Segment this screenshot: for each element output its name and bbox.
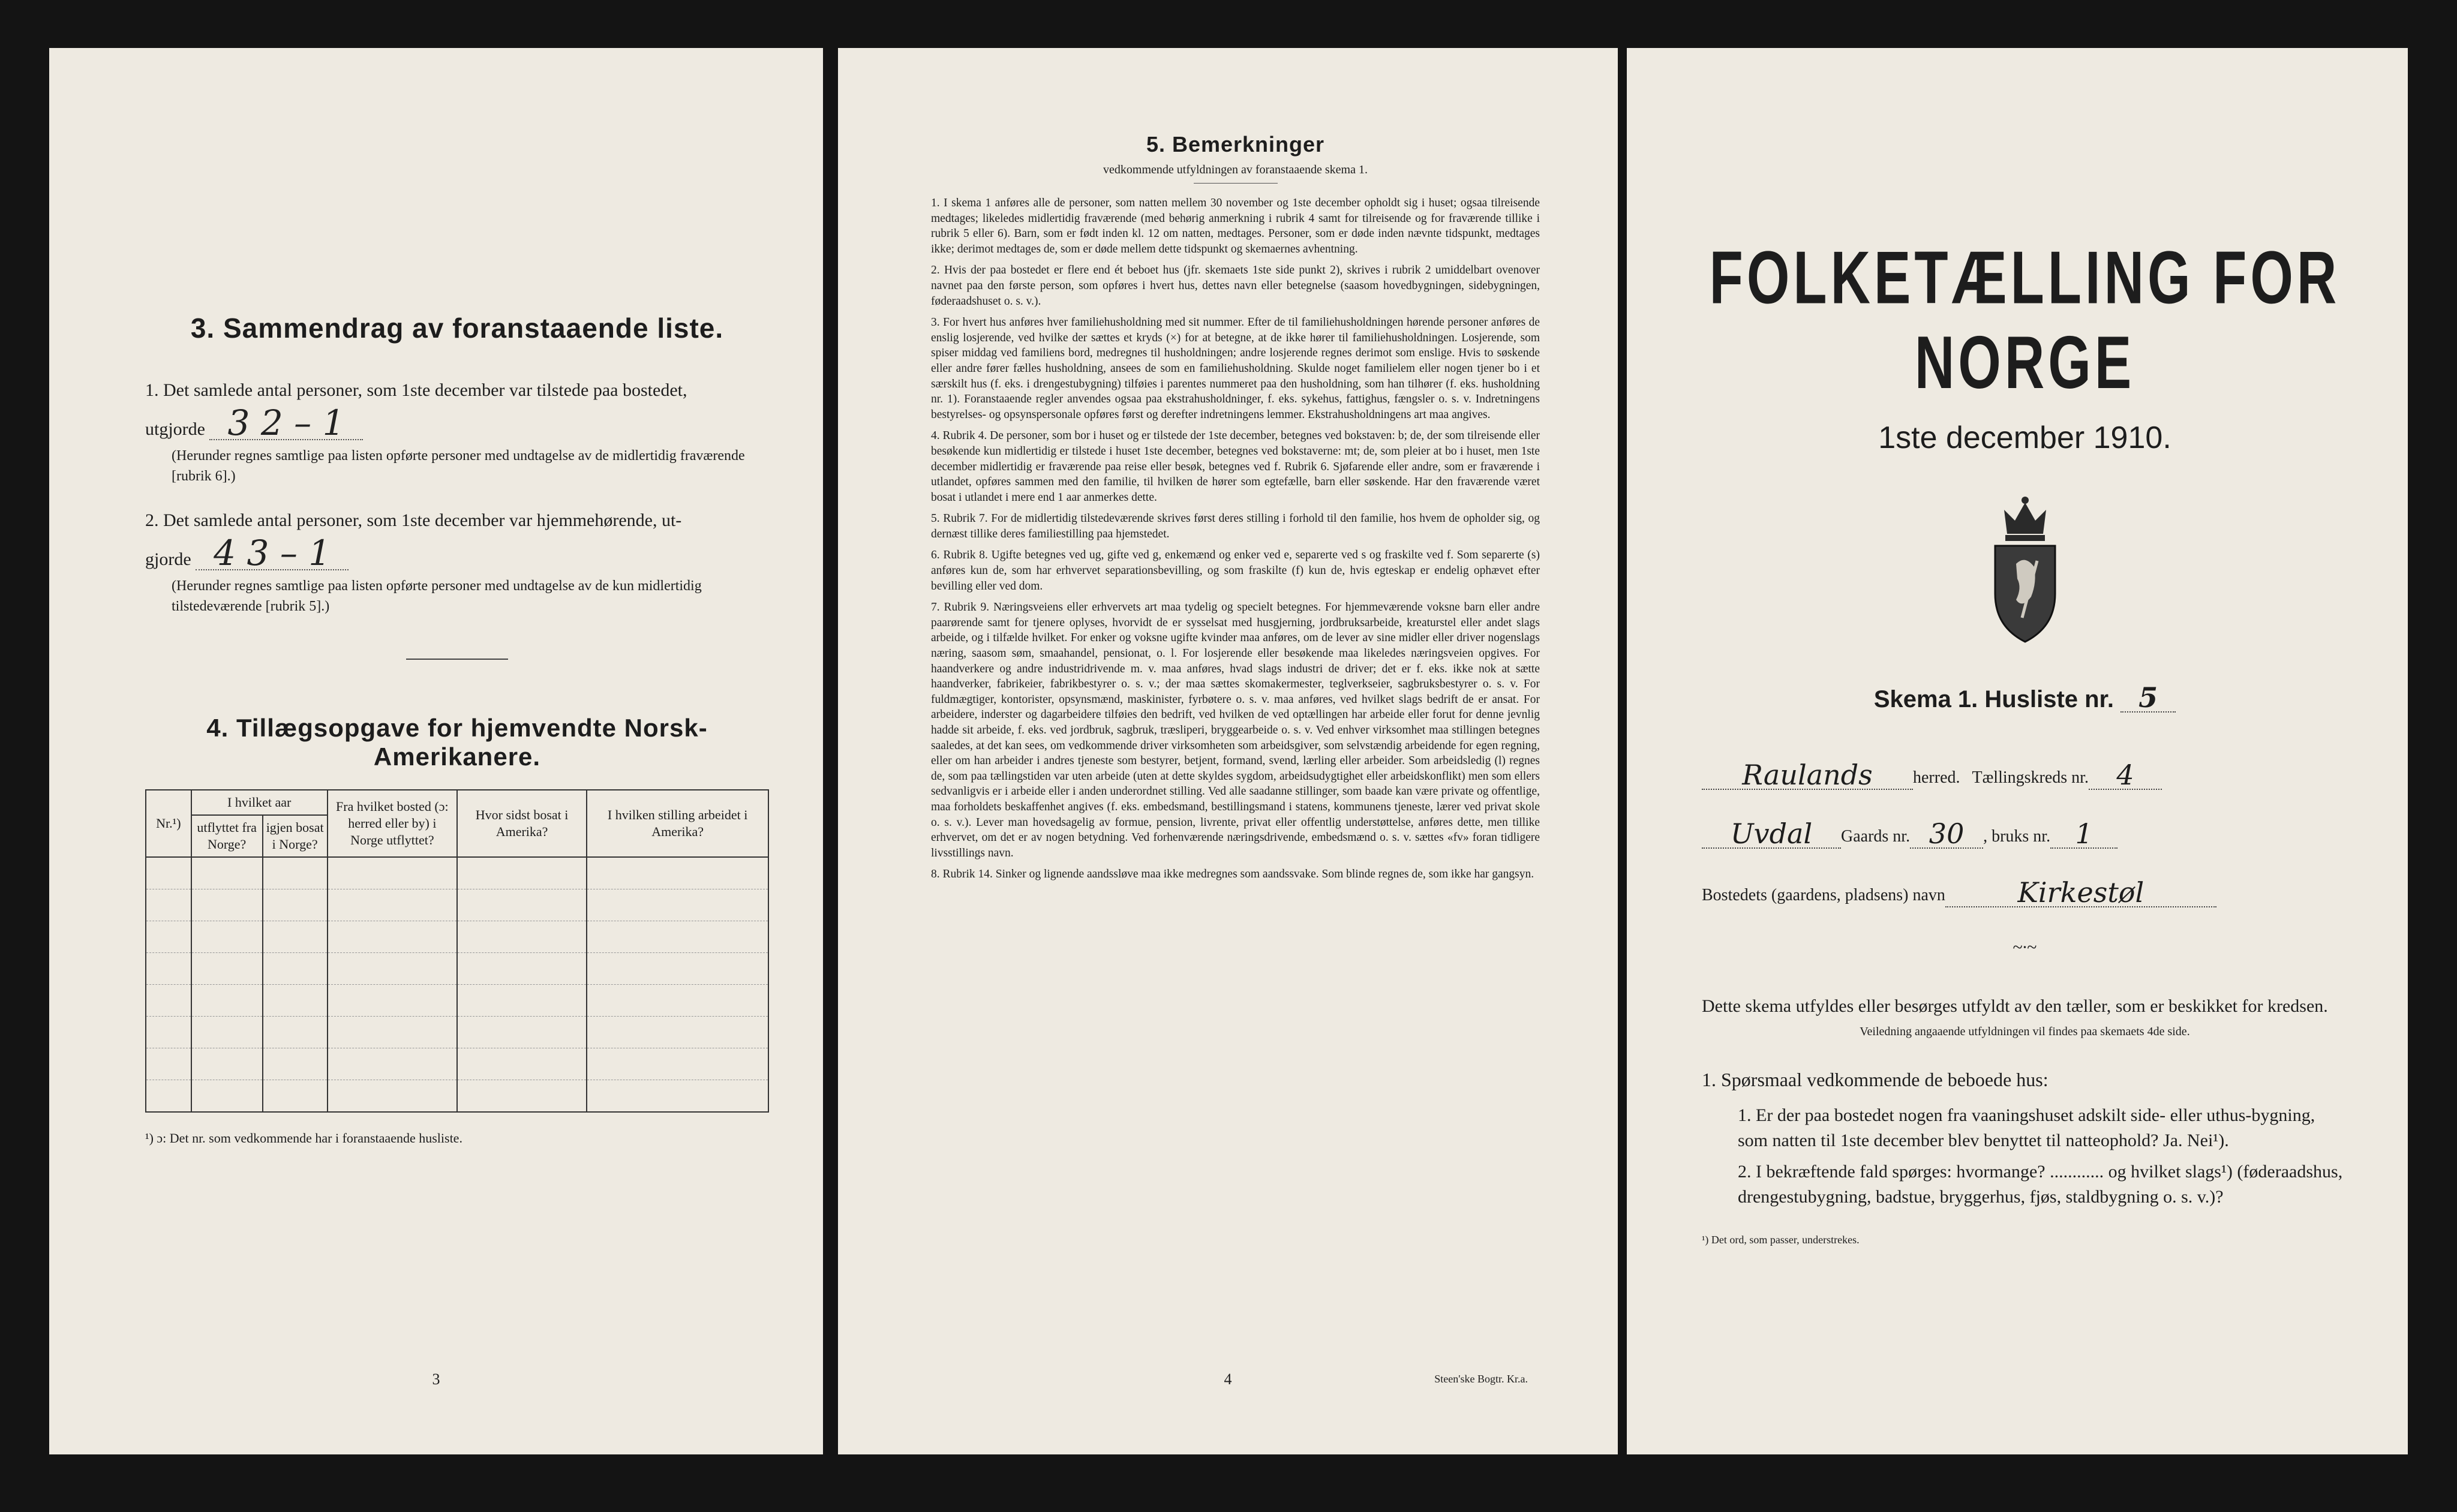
table-row bbox=[146, 985, 768, 1017]
bosted-line bbox=[1702, 876, 2348, 909]
gaard-line bbox=[1702, 817, 2348, 850]
bemerkning-item-4: 4. Rubrik 4. De personer, som bor i huset og er tilstede der 1ste december, betegnes ved bokstaven: b; de, der som tilreisende eller besøkende kun midlertidig er tilstede i huset 1ste december, betegnes ved bokstaverne: mt; de, som pleier at bo i huset, men 1ste december midlertidig er fraværende paa reise eller besøk, betegnes ved f. Rubrik 6. Sjøfarende eller andre, som er fraværende i utlandet, opføres sammen med den familie, til hvilken de hører som egtefælle, barn eller søskende. Har den fraværende været bosat i utlandet i mere end 1 aar anmerkes dette. bbox=[931, 429, 1540, 504]
bemerkning-item-3: 3. For hvert hus anføres hver familiehusholdning med sit nummer. Efter de til familiehusholdningen hørende personer anføres de enslig losjerende, ved hvilke der sættes et kryds (×) for at betegne, at de ikke hører til familiehusholdningen. Losjerende, som spiser middag ved familiens bord, medregnes til husholdningen; andre losjerende regnes derimot som enslige. Hvis to søskende eller andre fører fælles husholdning, ansees de som en familiehusholdning. Skulde noget familielem eller nogen tjener bo i et særskilt hus (f. eks. i drengestubygning) tilføies i parentes nummeret paa den husholdning, som han tilhører (f. eks. husholdning nr. 1). Foranstaaende regler anvendes ogsaa paa ekstrahusholdninger, f. eks. sykehus, fattighus, fængsler o. s. v. Indretningens bestyrelses- og opsynspersonale opføres først og derefter indretningens lemmer. Ekstrahusholdningens art maa angives. bbox=[931, 316, 1540, 421]
page-number-4: 4 bbox=[1224, 1370, 1232, 1388]
col-stilling: I hvilken stilling arbeidet i Amerika? bbox=[587, 790, 768, 857]
sammendrag-item-1-note: (Herunder regnes samtlige paa listen opførte personer med undtagelse av de midlertidig fraværende [rubrik 6].) bbox=[172, 448, 745, 484]
kreds-label: Tællingskreds nr. bbox=[1972, 768, 2089, 787]
table-row bbox=[146, 1048, 768, 1080]
sammendrag-item-2-note: (Herunder regnes samtlige paa listen opførte personer med undtagelse av de kun midlertidig tilstedeværende [rubrik 5].) bbox=[172, 578, 702, 614]
bruks-nr-value: 1 bbox=[2050, 820, 2117, 849]
table-row bbox=[146, 1017, 768, 1048]
item-1-handwritten-value: 3 2 – 1 bbox=[209, 407, 362, 440]
sammendrag-title: 3. Sammendrag av foranstaaende liste. bbox=[190, 312, 724, 344]
col-fra: Fra hvilket bosted (ɔ: herred eller by) i Norge utflyttet? bbox=[328, 790, 457, 857]
husliste-nr-value: 5 bbox=[2120, 684, 2176, 713]
page-3 bbox=[49, 48, 823, 1454]
tillaeg-title: 4. Tillægsopgave for hjemvendte Norsk-Amerikanere. bbox=[206, 714, 708, 771]
table-row bbox=[146, 889, 768, 921]
gaards-nr-label: Gaards nr. bbox=[1841, 827, 1911, 846]
bosted-label: Bostedets (gaardens, pladsens) navn bbox=[1702, 886, 1945, 904]
sammendrag-item-2-value-line bbox=[145, 533, 769, 576]
col-nr: Nr.¹) bbox=[146, 790, 191, 857]
bemerkning-item-2: 2. Hvis der paa bostedet er flere end ét beboet hus (jfr. skemaets 1ste side punkt 2), skrives i rubrik 2 umiddelbart ovenover navnet paa den første person, som opføres i hvert hus, dettes navn eller betegnelse (saasom hovedbygningen, sidebygningen, føderaadshuset o. s. v.). bbox=[931, 264, 1540, 308]
bosted-value: Kirkestøl bbox=[1945, 879, 2216, 907]
skema-label: Skema 1. Husliste nr. bbox=[1873, 686, 2114, 713]
gaard-value: Uvdal bbox=[1702, 820, 1841, 849]
gjorde-label: gjorde bbox=[145, 549, 191, 569]
tillaeg-table bbox=[145, 789, 769, 1113]
col-hvor: Hvor sidst bosat i Amerika? bbox=[457, 790, 587, 857]
bemerkning-item-1: 1. I skema 1 anføres alle de personer, som natten mellem 30 november og 1ste december opholdt sig i huset; ogsaa tilreisende medtages; likeledes midlertidig fraværende (med behørig anmerkning i rubrik 4 samt for tilreisende og for fraværende tillike i rubrik 5 eller 6). Barn, som er født inden kl. 12 om natten, medtages. Personer, som er døde inden nævnte tidspunkt, medtages ikke; derimot medtages de, som er døde mellem dette tidspunkt og skemaernes avhentning. bbox=[931, 197, 1540, 255]
intro-small-text: Veiledning angaaende utfyldningen vil findes paa skemaets 4de side. bbox=[1860, 1025, 2190, 1038]
section-divider bbox=[406, 659, 508, 660]
col-group-aar: I hvilket aar bbox=[191, 790, 328, 815]
item-2-handwritten-value: 4 3 – 1 bbox=[196, 537, 349, 570]
skema-line bbox=[1702, 681, 2348, 714]
bemerkning-item-5: 5. Rubrik 7. For de midlertidig tilstedeværende skrives først deres stilling i forhold til den familie, hos hvem de opholder sig, og dernæst tillike deres familiestilling paa hjemstedet. bbox=[931, 512, 1540, 540]
coat-of-arms-icon bbox=[1980, 492, 2070, 648]
bemerkning-item-8: 8. Rubrik 14. Sinker og lignende aandssløve maa ikke medregnes som aandssvake. Som blinde regnes de, som ikke har gangsyn. bbox=[931, 868, 1534, 881]
utgjorde-label: utgjorde bbox=[145, 419, 205, 439]
herred-line bbox=[1702, 761, 2348, 790]
col-igjen: igjen bosat i Norge? bbox=[263, 815, 328, 857]
sammendrag-item-1-value-line bbox=[145, 402, 769, 446]
bruks-nr-label: , bruks nr. bbox=[1983, 827, 2051, 846]
cover-footnote: ¹) Det ord, som passer, understrekes. bbox=[1702, 1234, 1860, 1246]
page-1-cover bbox=[1627, 48, 2408, 1454]
census-title: FOLKETÆLLING FOR NORGE bbox=[1709, 236, 2341, 405]
gaards-nr-value: 30 bbox=[1910, 820, 1983, 849]
tillaeg-footnote: ¹) ɔ: Det nr. som vedkommende har i foranstaaende husliste. bbox=[145, 1131, 462, 1146]
sammendrag-item-2: 2. Det samlede antal personer, som 1ste december var hjemmehørende, ut- bbox=[145, 510, 682, 530]
bemerkninger-subtitle: vedkommende utfyldningen av foranstaaende skema 1. bbox=[1103, 163, 1368, 176]
kreds-value: 4 bbox=[2089, 761, 2162, 790]
table-row bbox=[146, 921, 768, 953]
table-row bbox=[146, 1080, 768, 1113]
title-rule bbox=[1194, 183, 1278, 184]
ornament-divider: ~∙~ bbox=[2013, 937, 2037, 957]
bemerkning-item-7: 7. Rubrik 9. Næringsveiens eller erhvervets art maa tydelig og specielt betegnes. For hjemmeværende voksne barn eller andre paarørende samt for tjenere oplyses, hvorvidt de er sysselsat med husgjerning, jordbruksarbeide, kreaturstel eller andet slags arbeide, og i tilfælde hvilket. For enker og voksne ugifte kvinder maa anføres, om de lever av sine midler eller driver nogenslags næring, saasom søm, smaahandel, pensionat, o. l. For losjerende eller besøkende maa likeledes næringsveien opgives. For haandverkere og andre industridrivende m. v. maa anføres, hvad slags industri de driver; det er f. eks. ikke nok at sætte haandverker, fabrikeier, fabrikbestyrer o. s. v.; der maa sættes skomakermester, teglverkseier, sagbruksbestyrer o. s. v. For fuldmægtiger, kontorister, opsynsmænd, maskinister, fyrbøtere o. s. v. maa anføres, ved hvilket slags bedrift de er ansat. For arbeidere, inderster og dagarbeidere tilføies den bedrift, ved hvilken de ved optællingen har arbeide eller forut for denne jevnlig hadde sit arbeide, f. eks. ved jordbruk, sagbruk, træsliperi, bryggearbeide o. s. v. Ved enhver virksomhet maa stillingen betegnes saaledes, at det kan sees, om vedkommende driver virksomheten som arbeidsgiver, som selvstændig arbeidende for egen regning, eller om han arbeider i andres tjeneste som bestyrer, betjent, formand, svend, lærling eller arbeider. Som arbeidsledig (l) regnes de, som paa tællingstiden var uten arbeide (uten at dette skyldes sygdom, arbeidsudygtighet eller arbeidskonflikt) men som ellers sedvanligvis er i arbeide eller i anden underordnet stilling. Ved alle saadanne stillinger, som baade kan være private og offentlige, maa forholdets beskaffenhet angives (f. eks. embedsmand, bestillingsmand i statens, kommunens tjeneste, lærer ved privat skole o. s. v.). Lever man hovedsagelig av formue, pension, livrente, privat eller offentlig understøttelse, anføres dette, men tillike erhvervet, om det er av nogen betydning. Ved forhenværende næringsdrivende, embedsmænd o. s. v. sættes «fv» foran tidligere livsstillings navn. bbox=[931, 601, 1540, 859]
page-number-3: 3 bbox=[432, 1370, 440, 1388]
question-1: 1. Er der paa bostedet nogen fra vaaningshuset adskilt side- eller uthus-bygning, som natten til 1ste december blev benyttet til natteophold? Ja. Nei¹). bbox=[1738, 1105, 2315, 1150]
questions-heading: 1. Spørsmaal vedkommende de beboede hus: bbox=[1702, 1069, 2048, 1090]
sammendrag-item-1: 1. Det samlede antal personer, som 1ste december var tilstede paa bostedet, bbox=[145, 380, 687, 400]
table-row bbox=[146, 857, 768, 889]
herred-value: Raulands bbox=[1702, 761, 1913, 790]
table-row bbox=[146, 953, 768, 985]
printer-credit: Steen'ske Bogtr. Kr.a. bbox=[1434, 1373, 1528, 1385]
col-utflyttet: utflyttet fra Norge? bbox=[191, 815, 263, 857]
herred-label: herred. bbox=[1913, 768, 1960, 787]
bemerkninger-title: 5. Bemerkninger bbox=[1146, 132, 1325, 157]
question-2: 2. I bekræftende fald spørges: hvormange? ............ og hvilket slags¹) (føderaadshus, drengestubygning, badstue, bryggerhus, fjøs, staldbygning o. s. v.)? bbox=[1738, 1162, 2343, 1207]
census-date: 1ste december 1910. bbox=[1878, 420, 2171, 455]
page-4 bbox=[838, 48, 1618, 1454]
bemerkning-item-6: 6. Rubrik 8. Ugifte betegnes ved ug, gifte ved g, enkemænd og enker ved e, separerte ved s og fraskilte ved f. Som separerte (s) anføres kun de, som har erhvervet separationsbevilling, og som fraskilte (f) kun de, hvis egteskap er endelig ophævet efter bevilling eller ved dom. bbox=[931, 549, 1540, 593]
intro-text: Dette skema utfyldes eller besørges utfyldt av den tæller, som er beskikket for kredsen. bbox=[1702, 996, 2328, 1016]
